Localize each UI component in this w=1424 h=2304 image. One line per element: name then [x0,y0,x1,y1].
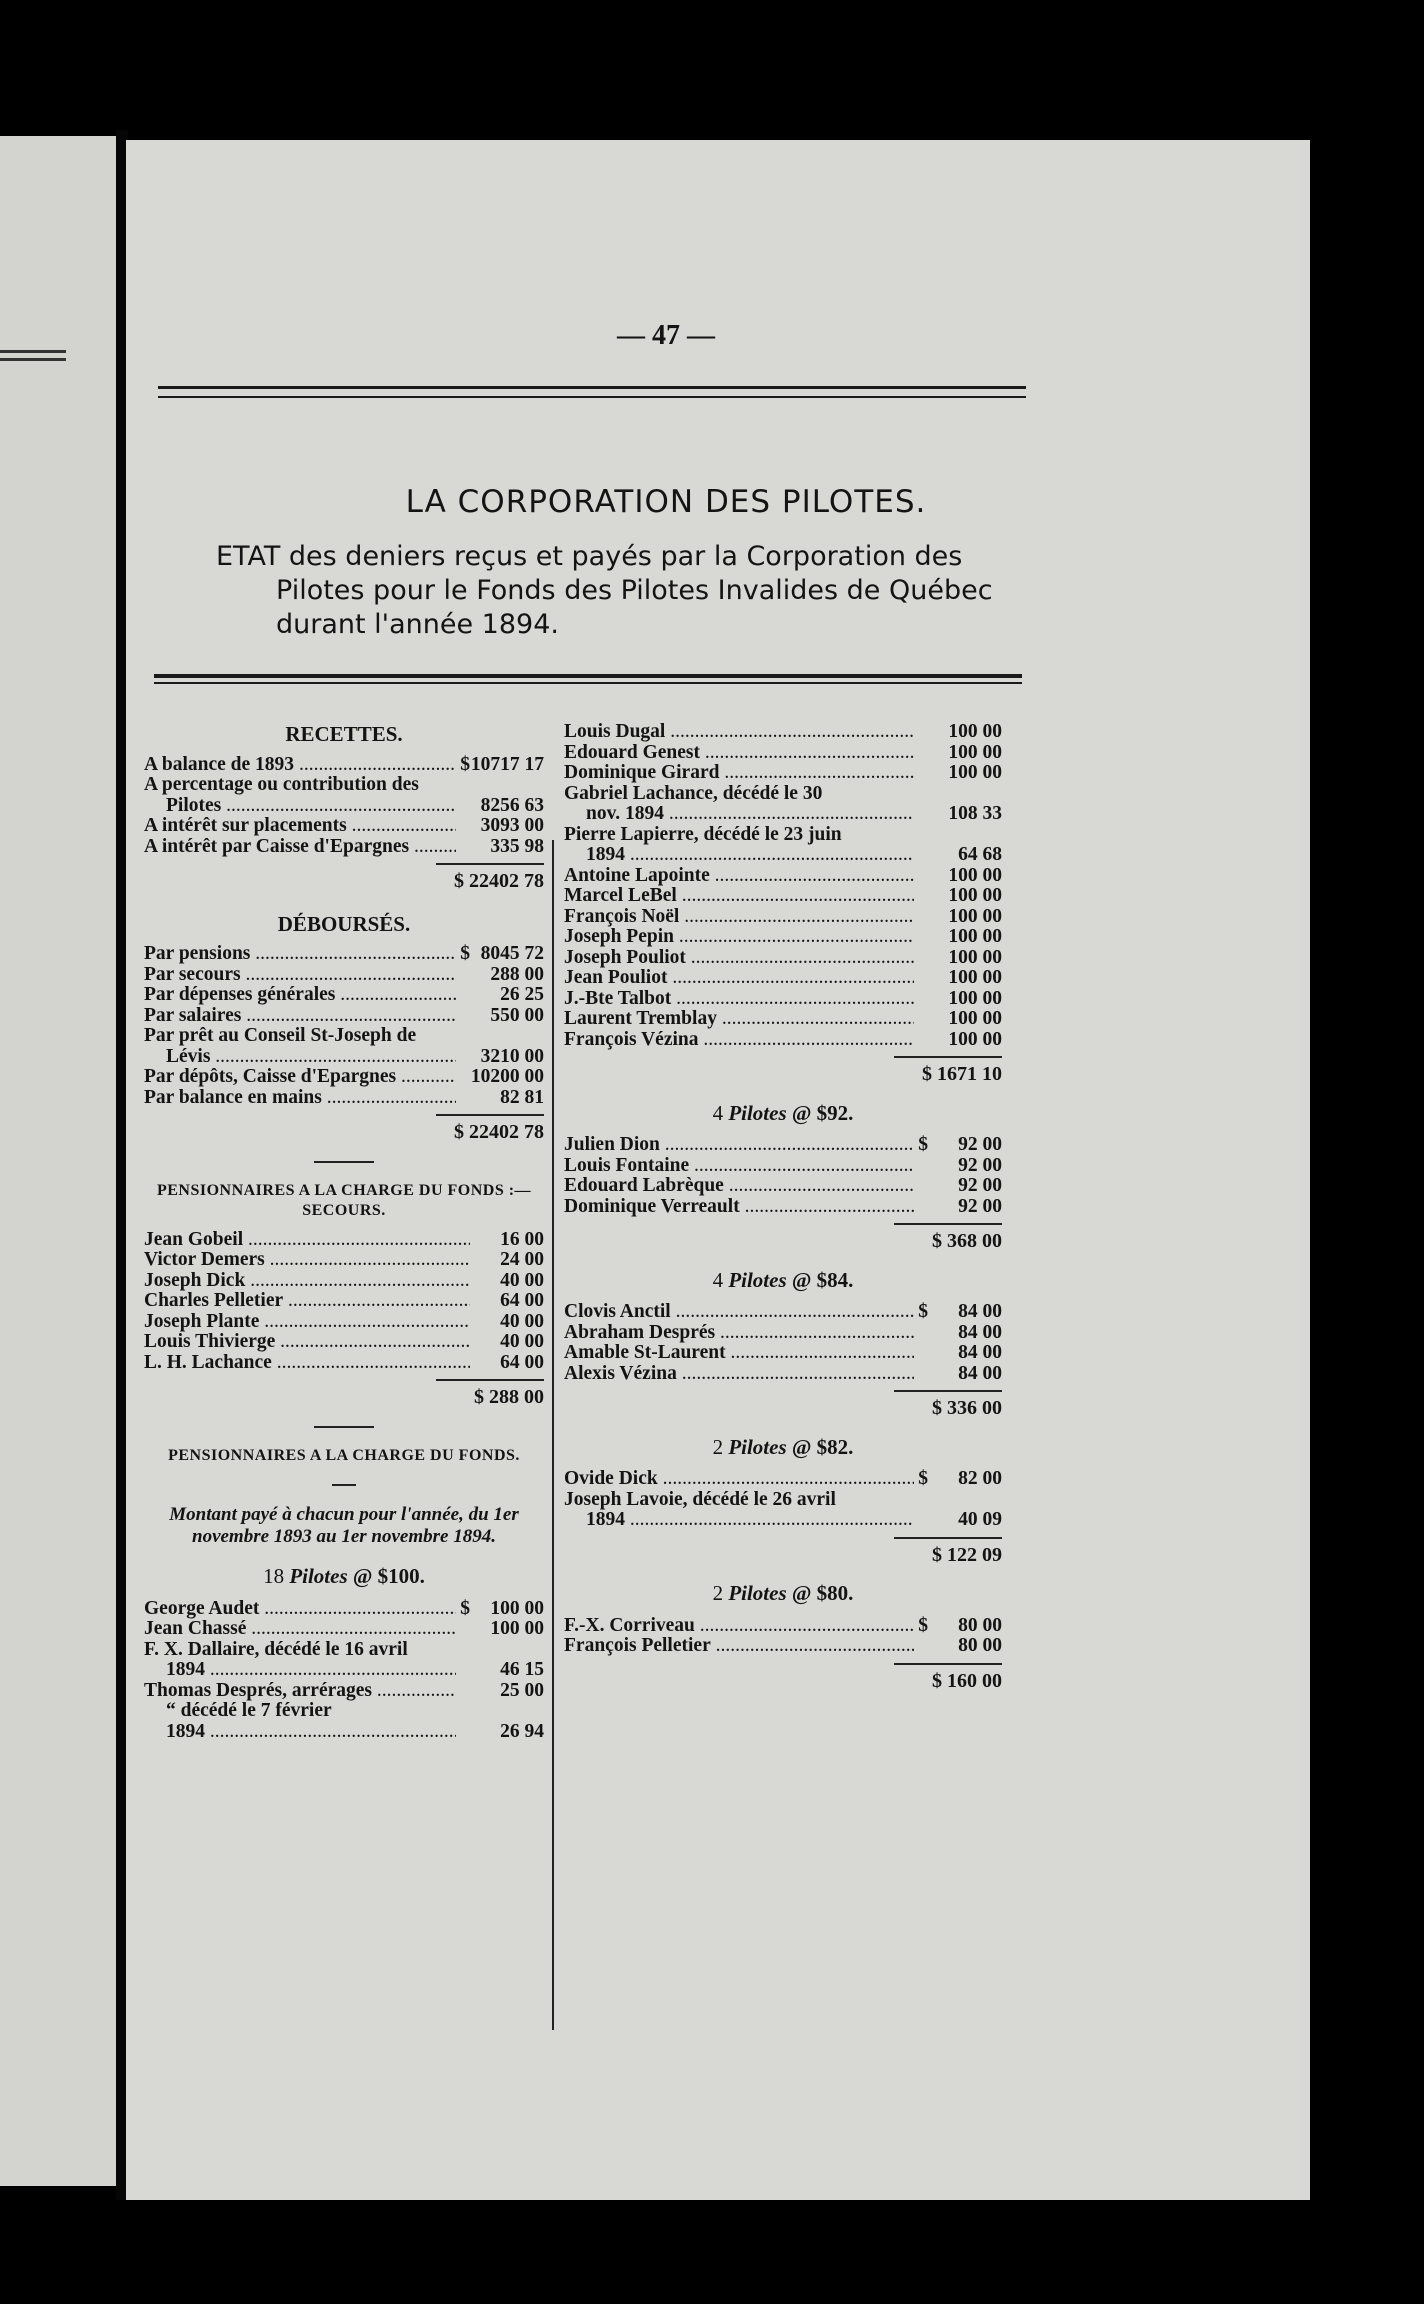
section-dash [332,1484,356,1486]
ledger-amount: 64 00 [500,1290,544,1311]
ledger-row [564,968,1002,989]
ledger-row [564,845,1002,866]
group-total: $ 336 00 [932,1397,1002,1419]
ledger-row [144,1271,544,1292]
group-total: $ 368 00 [932,1230,1002,1252]
ledger-amount: 26 25 [500,984,544,1005]
ledger-label: François Pelletier ..... [564,1636,914,1657]
group-total-row [564,1064,1002,1085]
ledger-amount: 92 00 [958,1175,1002,1196]
total-rule [436,1114,544,1116]
ledger-amount: 80 00 [958,1635,1002,1656]
ledger-amount: 84 00 [958,1301,1002,1322]
ledger-row [564,1009,1002,1030]
ledger-label: Jean Gobeil ..... [144,1230,470,1251]
ledger-row [564,1469,1002,1490]
ledger-row [144,837,544,858]
ledger-label: Dominique Girard ..... [564,763,914,784]
ledger-label: Joseph Lavoie, décédé le 26 avril [564,1489,836,1510]
ledger-row [564,804,1002,825]
total-rule [436,1379,544,1381]
ledger-amount: 100 00 [490,1597,544,1619]
debourses-total-row [144,1122,544,1143]
group-rate: @ $82. [786,1434,854,1459]
group-count: 2 [712,1434,729,1459]
ledger-label: Antoine Lapointe ..... [564,866,914,887]
fonds-heading: PENSIONNAIRES A LA CHARGE DU FONDS. [168,1446,520,1464]
fonds-note: Montant payé à chacun pour l'année, du 1er novembre 1893 au 1er novembre 1894. [169,1504,519,1547]
ledger-label: “ décédé le 7 février [166,1701,332,1721]
secours-total-row [144,1387,544,1408]
ledger-row [564,1135,1002,1156]
ledger-amount: 8256 63 [480,794,544,816]
ledger-amount: 40 00 [500,1269,544,1291]
ledger-label: Ovide Dick ..... [564,1469,914,1490]
group-count: 18 [263,1564,290,1588]
debourses-total: $ 22402 78 [454,1121,544,1143]
secours-list [144,1230,544,1374]
ledger-label: François Noël ..... [564,907,914,928]
left-column [144,710,544,1742]
ledger-label: Alexis Vézina ..... [564,1364,914,1385]
ledger-amount: 550 00 [490,1004,544,1026]
ledger-label: Jean Chassé ..... [144,1619,456,1640]
ledger-label: Par dépenses générales ..... [144,985,456,1006]
dollar-sign: $ [918,1134,928,1155]
ledger-label: J.-Bte Talbot ..... [564,989,914,1010]
group-rate: @ $80. [786,1581,854,1605]
ledger-row [144,1701,544,1722]
ledger-amount: 108 33 [948,803,1002,824]
ledger-label: Par dépôts, Caisse d'Epargnes ..... [144,1067,456,1088]
total-rule [894,1663,1002,1665]
adjacent-page-rule [0,358,66,361]
ledger-label: George Audet ..... [144,1599,456,1620]
ledger-label: A intérêt sur placements ..... [144,816,456,837]
ledger-label: Joseph Plante ..... [144,1312,470,1333]
ledger-label: 1894 ..... [144,1660,456,1681]
ledger-row [564,1616,1002,1637]
ledger-amount: 3093 00 [480,815,544,836]
ledger-label: Pierre Lapierre, décédé le 23 juin [564,824,842,845]
ledger-amount: 100 00 [948,885,1002,906]
ledger-row [144,1640,544,1661]
group-count: 4 [712,1267,729,1292]
dollar-sign: $ [460,753,470,775]
intro-paragraph: ETAT des deniers reçus et payés par la Corporation des Pilotes pour le Fonds des Pilotes Invalides de Québec durant l'année 1894. [216,541,993,640]
ledger-label: Pilotes ..... [144,796,456,817]
group-count: 2 [712,1581,729,1605]
page-number: — 47 — [617,320,715,351]
ledger-label: Charles Pelletier ..... [144,1291,470,1312]
ledger-row [564,1636,1002,1657]
ledger-amount: 100 00 [948,762,1002,783]
ledger-row [144,755,544,776]
ledger-row [564,763,1002,784]
group-count: 4 [712,1100,729,1125]
ledger-row [144,1722,544,1743]
ledger-label: A intérêt par Caisse d'Epargnes ..... [144,837,456,858]
group-label: Pilotes [289,1564,348,1588]
ledger-amount: 3210 00 [480,1045,544,1067]
ledger-amount: 100 00 [490,1618,544,1639]
ledger-row [564,927,1002,948]
ledger-row [144,1006,544,1027]
ledger-amount: 25 00 [500,1679,544,1701]
ledger-amount: 40 09 [958,1509,1002,1530]
ledger-row [144,944,544,965]
group-total-row [564,1231,1002,1252]
ledger-label: A balance de 1893 ..... [144,755,456,776]
ledger-label: L. H. Lachance ..... [144,1353,470,1374]
group-label: Pilotes [728,1434,787,1459]
ledger-row [564,825,1002,846]
ledger-amount: 82 81 [500,1086,544,1108]
ledger-row [144,985,544,1006]
ledger-row [564,907,1002,928]
ledger-amount: 84 00 [958,1342,1002,1363]
ledger-row [144,796,544,817]
ledger-label: 1894 ..... [564,845,914,866]
dollar-sign: $ [918,1614,928,1636]
pilot-group [564,1100,1002,1252]
ledger-row [144,1353,544,1374]
ledger-amount: 24 00 [500,1249,544,1270]
ledger-label: Louis Dugal ..... [564,722,914,743]
table-top-rule [154,674,1022,678]
adjacent-page-edge [0,136,116,2186]
ledger-row [144,1088,544,1109]
ledger-row [564,1323,1002,1344]
dollar-sign: $ [918,1468,928,1489]
ledger-label: 1894 ..... [564,1510,914,1531]
ledger-label: Laurent Tremblay ..... [564,1009,914,1030]
ledger-row [144,965,544,986]
ledger-amount: 100 00 [948,967,1002,988]
pilot-group [564,722,1002,1085]
ledger-label: Par prêt au Conseil St-Joseph de [144,1026,417,1046]
ledger-row [144,1230,544,1251]
ledger-row [144,1660,544,1681]
ledger-amount: 100 00 [948,721,1002,742]
ledger-amount: 46 15 [500,1659,544,1680]
group-total-row [564,1671,1002,1692]
ledger-row [564,1510,1002,1531]
ledger-label: Amable St-Laurent ..... [564,1343,914,1364]
ledger-label: Joseph Pepin ..... [564,927,914,948]
document-page [126,140,1310,2200]
group-total-row [564,1398,1002,1419]
recettes-total-row [144,871,544,892]
ledger-amount: 64 00 [500,1351,544,1373]
ledger-row [144,775,544,796]
ledger-label: Clovis Anctil ..... [564,1302,914,1323]
pilot-group [144,1566,544,1742]
ledger-label: 1894 ..... [144,1722,456,1743]
ledger-amount: 26 94 [500,1720,544,1742]
ledger-label: Victor Demers ..... [144,1250,470,1271]
secours-total: $ 288 00 [474,1386,544,1408]
ledger-row [144,1681,544,1702]
group-rate: @ $84. [786,1267,854,1292]
ledger-row [564,1302,1002,1323]
pilot-group-heading [564,1100,1002,1125]
group-total: $ 122 09 [932,1543,1002,1566]
ledger-label: Marcel LeBel ..... [564,886,914,907]
header-rule [158,396,1026,398]
ledger-label: A percentage ou contribution des [144,775,419,795]
ledger-amount: 10717 17 [470,753,544,775]
pilot-group [564,1583,1002,1691]
ledger-row [564,784,1002,805]
group-label: Pilotes [728,1267,787,1292]
ledger-amount: 92 00 [958,1195,1002,1217]
ledger-amount: 10200 00 [470,1066,544,1087]
ledger-label: nov. 1894 ..... [564,804,914,825]
pilot-group-heading [144,1566,544,1587]
ledger-label: Par secours ..... [144,965,456,986]
pilot-group [564,1434,1002,1566]
ledger-label: Jean Pouliot ..... [564,968,914,989]
group-total: $ 160 00 [932,1669,1002,1692]
ledger-row [144,1291,544,1312]
adjacent-page-rule [0,350,66,353]
ledger-label: Thomas Després, arrérages ..... [144,1681,456,1702]
ledger-label: Joseph Dick ..... [144,1271,470,1292]
ledger-label: François Vézina ..... [564,1030,914,1051]
ledger-row [564,1343,1002,1364]
ledger-label: F.-X. Corriveau ..... [564,1616,914,1637]
ledger-label: Par salaires ..... [144,1006,456,1027]
ledger-row [564,743,1002,764]
ledger-amount: 335 98 [490,835,544,857]
section-dash [314,1426,374,1428]
pilot-group-heading [564,1583,1002,1604]
ledger-row [564,948,1002,969]
ledger-label: Julien Dion ..... [564,1135,914,1156]
ledger-row [564,1156,1002,1177]
ledger-row [564,1364,1002,1385]
ledger-amount: 84 00 [958,1321,1002,1343]
ledger-row [144,1250,544,1271]
ledger-row [144,1312,544,1333]
pilot-group-heading [564,1434,1002,1459]
right-column [564,722,1002,1691]
ledger-label: F. X. Dallaire, décédé le 16 avril [144,1639,408,1660]
ledger-row [144,1619,544,1640]
group-rate: @ $100. [347,1564,425,1588]
ledger-amount: 100 00 [948,946,1002,968]
ledger-label: Par pensions ..... [144,944,456,965]
ledger-amount: 100 00 [948,1028,1002,1050]
total-rule [894,1390,1002,1392]
recettes-total: $ 22402 78 [454,870,544,892]
dollar-sign: $ [918,1301,928,1322]
total-rule [894,1537,1002,1539]
ledger-label: Gabriel Lachance, décédé le 30 [564,783,823,804]
pilot-group [564,1267,1002,1419]
ledger-label: Lévis ..... [144,1047,456,1068]
recettes-list [144,755,544,858]
ledger-amount: 288 00 [490,963,544,985]
table-top-rule [154,682,1022,684]
ledger-amount: 100 00 [948,905,1002,927]
ledger-row [144,1067,544,1088]
ledger-row [564,866,1002,887]
ledger-amount: 82 00 [958,1468,1002,1489]
ledger-amount: 100 00 [948,864,1002,886]
ledger-row [564,1030,1002,1051]
ledger-amount: 80 00 [958,1614,1002,1636]
debourses-heading: DÉBOURSÉS. [277,911,411,936]
group-rate: @ $92. [786,1100,854,1125]
column-separator [552,840,554,2030]
ledger-row [564,886,1002,907]
ledger-row [564,722,1002,743]
ledger-amount: 100 00 [948,1008,1002,1029]
ledger-label: Dominique Verreault ..... [564,1197,914,1218]
ledger-label: Par balance en mains ..... [144,1088,456,1109]
total-rule [894,1056,1002,1058]
total-rule [894,1223,1002,1225]
ledger-amount: 40 00 [500,1310,544,1332]
document-title: LA CORPORATION DES PILOTES. [405,484,927,520]
group-label: Pilotes [728,1100,787,1125]
pilot-group-heading [564,1267,1002,1292]
ledger-row [564,1490,1002,1511]
ledger-row [564,1197,1002,1218]
dollar-sign: $ [460,1597,470,1619]
ledger-label: Edouard Labrèque ..... [564,1176,914,1197]
ledger-amount: 92 00 [958,1154,1002,1176]
group-total: $ 1671 10 [922,1063,1002,1085]
ledger-row [144,1026,544,1047]
header-rule [158,386,1026,389]
ledger-amount: 64 68 [958,844,1002,865]
ledger-amount: 92 00 [958,1134,1002,1155]
ledger-label: Joseph Pouliot ..... [564,948,914,969]
ledger-row [144,1047,544,1068]
total-rule [436,863,544,865]
ledger-amount: 16 00 [500,1228,544,1250]
ledger-amount: 84 00 [958,1362,1002,1384]
ledger-row [144,1599,544,1620]
group-label: Pilotes [728,1581,787,1605]
ledger-label: Edouard Genest ..... [564,743,914,764]
group-total-row [564,1545,1002,1566]
dollar-sign: $ [460,943,470,964]
ledger-label: Louis Fontaine ..... [564,1156,914,1177]
ledger-row [564,989,1002,1010]
secours-heading: PENSIONNAIRES A LA CHARGE DU FONDS :— SECOURS. [156,1181,532,1219]
ledger-amount: 100 00 [948,987,1002,1009]
ledger-row [144,816,544,837]
ledger-amount: 40 00 [500,1331,544,1352]
ledger-row [144,1332,544,1353]
ledger-amount: 100 00 [948,926,1002,947]
ledger-amount: 8045 72 [480,943,544,964]
ledger-amount: 100 00 [948,741,1002,763]
ledger-row [564,1176,1002,1197]
ledger-label: Abraham Després ..... [564,1323,914,1344]
debourses-list [144,944,544,1108]
section-dash [314,1161,374,1163]
recettes-heading: RECETTES. [285,722,403,746]
ledger-label: Louis Thivierge ..... [144,1332,470,1353]
